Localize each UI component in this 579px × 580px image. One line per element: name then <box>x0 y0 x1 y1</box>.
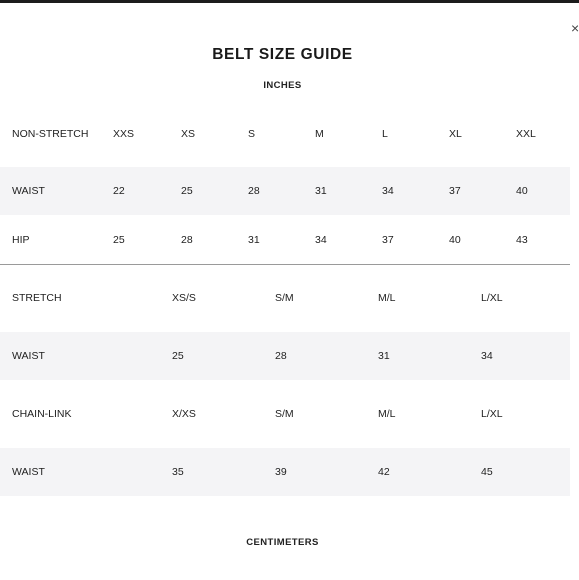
unit-heading-inches: INCHES <box>263 80 302 91</box>
table-cell: S/M <box>275 408 294 420</box>
table-cell: XXL <box>516 128 536 140</box>
table-cell: 34 <box>481 350 493 362</box>
top-border <box>0 0 579 3</box>
table-cell: X/XS <box>172 408 196 420</box>
table-cell: M <box>315 128 324 140</box>
table-cell: 40 <box>449 234 461 246</box>
table-cell: 25 <box>113 234 125 246</box>
table-cell: 22 <box>113 185 125 197</box>
table-cell: L/XL <box>481 292 503 304</box>
table-cell: 28 <box>275 350 287 362</box>
table-row <box>0 216 570 264</box>
table-cell: 34 <box>315 234 327 246</box>
non-stretch-header-row <box>0 110 570 158</box>
table-cell: XXS <box>113 128 135 140</box>
table-cell: L <box>382 128 388 140</box>
table-cell: XL <box>449 128 462 140</box>
table-cell: 31 <box>248 234 260 246</box>
table-cell: M/L <box>378 292 396 304</box>
table-cell: XS/S <box>172 292 196 304</box>
table-cell: WAIST <box>12 466 45 478</box>
table-cell: 40 <box>516 185 528 197</box>
table-row <box>0 448 570 496</box>
table-cell: 31 <box>315 185 327 197</box>
table-cell: 34 <box>382 185 394 197</box>
table-cell: NON-STRETCH <box>12 128 89 140</box>
table-cell: S <box>248 128 256 140</box>
chain-link-header-row <box>0 390 570 438</box>
table-cell: WAIST <box>12 185 45 197</box>
table-cell: M/L <box>378 408 396 420</box>
page-title: BELT SIZE GUIDE <box>212 46 353 63</box>
table-cell: 28 <box>248 185 260 197</box>
table-cell: 45 <box>481 466 493 478</box>
table-cell: STRETCH <box>12 292 62 304</box>
table-cell: 28 <box>181 234 193 246</box>
table-cell: S/M <box>275 292 294 304</box>
table-cell: WAIST <box>12 350 45 362</box>
table-cell: 25 <box>181 185 193 197</box>
table-cell: XS <box>181 128 196 140</box>
table-cell: 31 <box>378 350 390 362</box>
table-cell: HIP <box>12 234 30 246</box>
table-cell: 37 <box>382 234 394 246</box>
table-cell: 43 <box>516 234 528 246</box>
table-cell: 25 <box>172 350 184 362</box>
stretch-header-row <box>0 264 570 331</box>
table-cell: 42 <box>378 466 390 478</box>
table-row <box>0 167 570 215</box>
table-cell: CHAIN-LINK <box>12 408 72 420</box>
table-cell: L/XL <box>481 408 503 420</box>
table-cell: 35 <box>172 466 184 478</box>
table-cell: 39 <box>275 466 287 478</box>
table-cell: 37 <box>449 185 461 197</box>
unit-heading-centimeters: CENTIMETERS <box>246 537 319 548</box>
table-row <box>0 332 570 380</box>
close-icon[interactable]: × <box>571 20 579 36</box>
